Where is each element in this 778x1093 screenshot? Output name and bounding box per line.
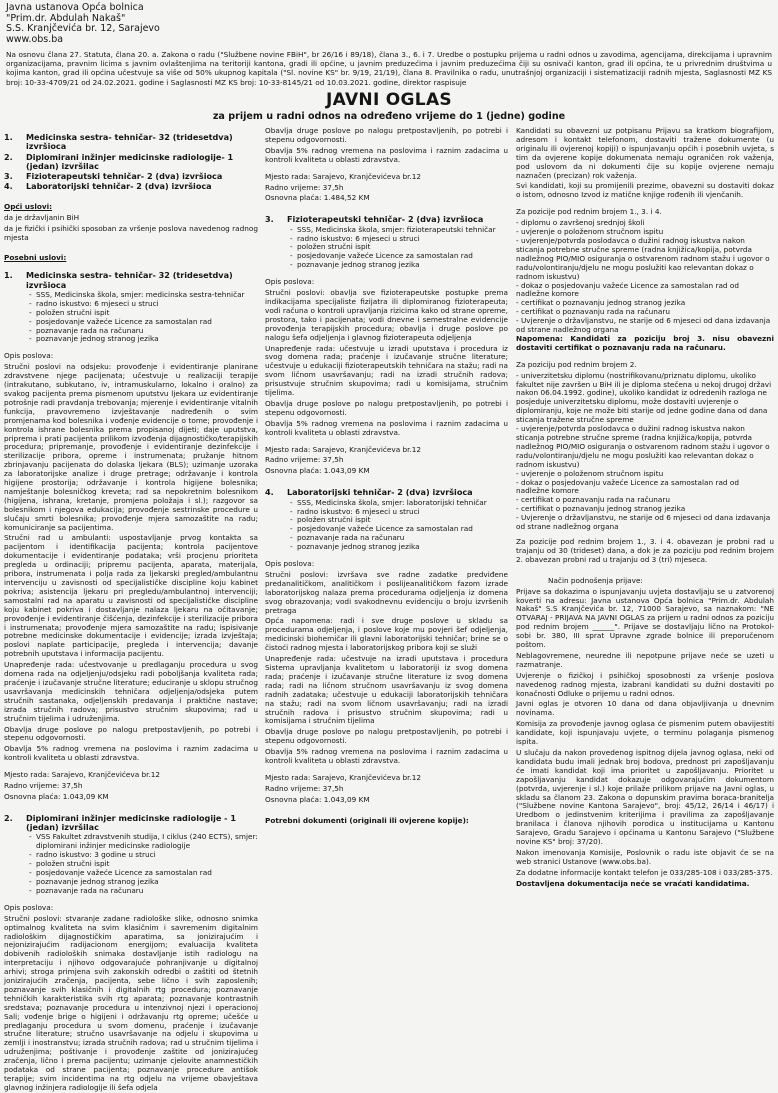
opis-label: Opis poslova: [265, 277, 315, 287]
contact-note: Za dodatne informacije kontakt telefon je 033/285-108 i 033/285-375. [516, 867, 773, 877]
general-condition: da je državljanin BiH [4, 212, 80, 222]
header-line: S.S. Kranjčevića br. 12, Sarajevo [6, 23, 160, 34]
column-1 [4, 127, 258, 1092]
position-3-place: Mjesto rada: Sarajevo, Kranjčevićeva br.12 [265, 444, 422, 454]
position-1-title: 1. Medicinska sestra- tehničar- 32 (tridesetdva) izvršioca [4, 270, 233, 290]
position-2-duties: Stručni poslovi: stvaranje zadane radiološke slike, odnosno snimka optimalnog kvaliteta na svim klasičnim i savremenim digitalnim radiološkim dijagnostičkim aparatima, sa jonizirajućim i nejonizirajućim radijacionom energijom; evaluacija kvaliteta dobivenih radioloških snimaka dostavljanje istih radiologu na interpretaciju i njihovo odgovarajuće pohranjivanje u digitalnoj arhivi; stroga primjena svih zakonskih odredbi o zaštiti od štetnih jonizirajućih zračenja, pacijenta, sebe lično i svih zaposlenih; poznavanje svih klasičnih i digitalnih rtg procedura; poznavanje tehničkih karakteristika svih rtg aparata; poznavanje kontrastnih sredstava; poznavanje procedura u intenzivnoj njezi i operacionoj Sali; vođenje brige o higijeni i održavanju rtg opreme; učešće u predlaganju procedura u svom domenu, praćenje i izučavanje stručne literature; stručno usavršavanje na odjelu i skupovima u zemlji i inostranstvu; izrada stručnih radova; rad u stručnim tijelima i udruženjima; poštivanje i provođenje zaštite od jonizirajućeg zračenja, lično i prema pacijentu; uzimanje cjelovite anamnestičkih podataka od strane pacijenta; poznavanje procedure antišok terapije; svim incidentima na rtg odjelu na vrijeme obavještava glavnog inžinjera radiologije ili šefa odjela [4, 913, 258, 1092]
position-3-other: Obavlja druge poslove po nalogu pretpostavljenih, po potrebi i stepenu odgovornosti. [265, 398, 508, 417]
priority-note: U slučaju da nakon provedenog ispitnog dijela javnog oglasa, neki od kandidata budu imali jednak broj bodova, prednost pri zapošljavanju će imati kandidat koji ima prioritet u zapošljavanju. Prioritet u zapošljavanju kandidat dokazuje odgovarajućim dokumentom (potvrda, uvjerenje i sl.) koje prilaže prilikom prijave na Javni oglas, u skladu sa članom 23. Zakona o dopunskim pravima boraca-branitelja ("Službene novine Kantona Sarajevo", broj: 45/12, 26/14 i 46/17) i Uredbom o jedinstvenim kriterijima i pravilima za zapošljavanje branilaca i članova njihovih porodica u institucijama u Kantonu Sarajevo, Gradu Sarajevo i općinama u Kantonu Sarajevo ("Službene novine KS" broj: 37/20). [516, 748, 774, 847]
opis-label: Opis poslova: [4, 351, 54, 361]
position-4-note: Opća napomena: radi i sve druge poslove u skladu sa procedurama odjeljenja, i poslove koje mu povjeri šef odjeljenja, medicinski biohemičar ili glavni laboratorijski tehničar; brine se o čistoći radnog mjesta i laboratorijskog pribora koji se služi [265, 616, 508, 653]
position-1-requirements: - SSS, Medicinska škola, smjer: medicinska sestra-tehničar - radno iskustvo: 6 mjeseci u struci - položen stručni ispit - posjedovanje važeće Licence za samostalan rad - poznavanje rada na računaru - poznavanje jednog stranog jezika [4, 291, 258, 344]
page-title: JAVNI OGLAS [326, 90, 452, 110]
fitness-note: Uvjerenje o fizičkoj i psihičkoj sposobnosti za vršenje poslova navedenog radnog mjesta, izabrani kandidati su dužni dostaviti po konačnosti Odluke o prijemu u radni odnos. [516, 670, 774, 698]
docs-position-2-heading: Za poziciju pod rednim brojem 2. [516, 359, 637, 369]
position-3-duties: Stručni poslovi: obavlja sve fizioterapeutske postupke prema indikacijama specijaliste fizijatra ili diplomiranog fizioterapeuta; vodi računa o kontroli upravljanja rizicima kako od strane opreme, prostora, tako i pacijenata; vodi dnevne i semestralne evidencije provođenja terapijskih procedura; obavlja i druge poslove po nalogu šefa odjeljenja i glavnog fizioterapeuta odjeljenja [265, 288, 508, 342]
position-list-item: 1. Medicinska sestra- tehničar- 32 (tridesetdva) izvršioca [4, 132, 233, 152]
position-4-hours: Radno vrijeme: 37,5h [265, 783, 344, 793]
position-1-hours: Radno vrijeme: 37,5h [4, 781, 83, 791]
opis-label: Opis poslova: [265, 559, 315, 569]
position-4-title: 4. Laboratorijski tehničar- 2 (dva) izvršioca [265, 487, 473, 498]
position-1-place: Mjesto rada: Sarajevo, Kranjčevićeva br.12 [4, 770, 161, 780]
position-3-salary: Osnovna plaća: 1.043,09 KM [265, 466, 370, 476]
position-3-hours: Radno vrijeme: 37,5h [265, 455, 344, 465]
position-4-duties: Stručni poslovi: izvršava sve radne zadatke predviđene predanalitičkom, analitičkom i poslijeanalitičkom fazom izrade laboratorijskog nalaza prema procedurama odjeljenja iz domena svog obrazovanja; vodi svakodnevnu evidenciju o broju izvršenih pretraga [265, 569, 508, 615]
surname-change-note: Svi kandidati, koji su promijenili prezime, obavezni su dostaviti dokaz o istom, odnosno Izvod iz matične knjige rođenih ili vjenčanih. [516, 181, 774, 200]
position-2-title: 2. Diplomirani inžinjer medicinske radiologije - 1 (jedan) izvršilac [4, 812, 236, 833]
position-4-other: Obavlja druge poslove po nalogu pretpostavljenih, po potrebi i stepenu odgovornosti. [265, 727, 508, 746]
docs-position-2-list: - univerzitetsku diplomu (nostrifikovanu/priznatu diplomu, ukoliko fakultet nije završen u BiH ili je diploma stečena u nekoj drugoj državi nakon 06.04.1992. godine), ukoliko kandidat iz odredenih razloga ne posjeduje univerzitetsku diplomu, može dostaviti uvjerenje o diplomiranju, koje ne može biti starije od jedne godine dana od dana sticanja tražene stručne spreme - uvjerenje/potvrda poslodavca o dužini radnog iskustva nakon sticanja potrebne stručne spreme (radna knjižica/kopija, potvrda nadležnog PIO/MIO osiguranja o ostvarenom radnom stažu i ugovor o radu/volontiranju/djelu ne mogu poslužiti kao relevantan dokaz o radnom iskustvu) - uvjerenje o položenom stručnom ispitu - dokaz o posjedovanju važeće Licence za samostalan rad od nadležne komore - certifikat o poznavanju rada na računaru - certifikat o poznavanju jednog stranog jezika - Uvjerenje o državljanstvu, ne starije od 6 mjeseci od dana izdavanja od strane nadležnog organa [516, 372, 774, 532]
position-4-salary: Osnovna plaća: 1.043,09 KM [265, 794, 370, 804]
docs-instructions: Kandidati su obavezni uz potpisanu Prijavu sa kratkom biografijom, adresom i kontakt telefonom, dostaviti tražene dokumente (u originalu ili ovjerenoj kopiji) o ispunjavanju općih i posebnih uvjeta, s tim da ovjerene kopije dokumenata nemaju ograničen rok važenja, pod uslovom da ni dokumenti čije su kopije ovjerene nemaju naznačen (precizan) rok važenja. [516, 126, 774, 180]
opis-label: Opis poslova: [4, 902, 54, 912]
general-conditions-heading: Opći uslovi: [4, 201, 53, 211]
required-documents-heading: Potrebni dokumenti (originali ili ovjerene kopije): [265, 815, 469, 825]
position-list-item: 3. Fizioterapeutski tehničar- 2 (dva) izvršioca [4, 171, 223, 182]
position-4-improvement: Unapređenje rada: učestvuje na izradi uputstava i procedura Sistema upravljanja kvalitetom u laboratoriji iz svog domena rada; praćenje i izučavanje stručne literature iz svog domena rada; radi na ličnom stručnom usavršavanju iz svog domena radnih zadataka; učestvuje u edukaciji laboratorijskih tehničara na stažu; radi na svom ličnom usavršavanju; radi na izradi stručnih radova i prisustvo stručnim skupovima; radi u komisijama i stručnim tijelima [265, 654, 508, 726]
special-conditions-heading: Posebni uslovi: [4, 253, 67, 263]
legal-intro: Na osnovu člana 27. Statuta, člana 20. a. Zakona o radu ("Službene novine FBiH", br 26/16 i 89/18), člana 3., 6. i 7. Uredbe o postupku prijema u radni odnos u zavodima, agencijama, direkcijama i upravnim organizacijama, pravnim licima s javnim ovlaštenjima na teritoriji kantona, gradi ili općine, u javnim preduzećima i javnim preduzećima čiji su osnivači kanton, grad ili općina, te u privrednim društvima u kojima kanton, grad ili općina učestvuje sa više od 50% ukupnog kapitala ("Sl. novine KS" br. 9/19, 21/19), člana 8. Pravilnika o radu, unutrašnjoj organizaciji i sistematizaciji radnih mjesta, Saglasnosti MZ KS broj: 10-33-4709/21 od 24.02.2021. godine i Saglasnosti MZ KS broj: 10-33-8145/21 od 10.03.2021. godine, direktor raspisuje [6, 50, 772, 87]
position-1-salary: Osnovna plaća: 1.043,09 KM [4, 791, 109, 801]
header-line: Javna ustanova Opća bolnica [6, 2, 144, 13]
general-condition: da je fizički i psihički sposoban za vršenje poslova navedenog radnog mjesta [4, 223, 258, 242]
docs-note: Napomena: Kandidati za poziciju broj 3. nisu obavezni dostaviti certifikat o poznavanju rada na računaru. [516, 333, 774, 352]
footer-note: Dostavljena dokumentacija neće se vraćati kandidatima. [516, 878, 750, 888]
position-list-item: 4. Laboratorijski tehničar- 2 (dva) izvršioca [4, 181, 212, 192]
submission-heading: Način podnošenja prijave: [548, 575, 643, 585]
docs-positions-1-3-4-heading: Za pozicije pod rednim brojem 1., 3. i 4. [516, 207, 662, 217]
position-2-other: Obavlja druge poslove po nalogu pretpostavljenih, po potrebi i stepenu odgovornosti. [265, 126, 508, 144]
position-3-requirements: - SSS, Medicinska škola, smjer: fizioterapeutski tehničar - radno iskustvo: 6 mjeseci u struci - položen stručni ispit - posjedovanje važeće Licence za samostalan rad - poznavanje jednog stranog jezika [265, 226, 508, 271]
position-2-hours: Radno vrijeme: 37,5h [265, 182, 344, 192]
position-1-quality: Obavlja 5% radnog vremena na poslovima i raznim zadacima u kontroli kvaliteta u oblasti zdravstva. [4, 744, 258, 763]
column-2 [265, 127, 508, 1020]
header-line: "Prim.dr. Abdulah Nakaš" [6, 12, 126, 24]
commission-note: Komisija za provođenje javnog oglasa će pismenim putem obavijestiti kandidate, koji ispunjavaju uvjete, o terminu polaganja pismenog ispita. [516, 719, 774, 747]
position-2-place: Mjesto rada: Sarajevo, Kranjčevićeva br.12 [265, 171, 422, 181]
position-1-improvement: Unapređenje rada: učestvovanje u predlaganju procedura u svog domena rada na odjeljenju/odsjeku radi poboljšanja kvaliteta rada; praćenje i izučavanje stručne literature; educiranje u sklopu stručnog usavršavanja medicinskih tehničara odjeljenja/odsjeka putem stručnih sastanaka, odjeljenskih predavanja i praktične nastave; izrada stručnih radova; prisustvo stručnim skupovima; rad u stručnim tijelima i udruženjima. [4, 660, 258, 723]
page-subtitle: za prijem u radni odnos na određeno vrijeme do 1 (jedne) godine [212, 111, 566, 122]
position-4-requirements: - SSS, Medicinska škola, smjer: laboratorijski tehničar - radno iskustvo: 6 mjeseci u struci - položen stručni ispit - posjedovanje važeće Licence za samostalan rad - poznavanje rada na računaru - poznavanje jednog stranog jezika [265, 499, 508, 552]
position-4-place: Mjesto rada: Sarajevo, Kranjčevićeva br.12 [265, 772, 422, 782]
position-1-ambulance: Stručni rad u ambulanti: uspostavljanje prvog kontakta sa pacijentom i identifikacija pacijenta; kontrola pacijentove dokumentacije i evidentiranje podataka; vrši procjenu prioriteta pregleda u ordinaciji; pripremu pacijenta, aparata, materijala, pribora, instrumenata i polja rada za ljekarski pregled/ambulantnu intervenciju u zavisnosti od specijalističke discipline koju kabinet pokriva; asistencija ljekaru pri pregledu/ambulantnoj intervenciji; samostalni rad na aparatu u zavisnosti od specijalističke discipline koju kabinet pokriva i dostavljanje nalaza ljekaru na očitavanje; provođenje i evidentiranje čišćenja, dezinfekcije i sterilizacije pribora i instrumenata; provođenje mjera samozaštite na radu; ispisivanje potrebne medicinske dokumentacije i evidencije; izrada izvještaja; poslovi naplate participacije, pregleda i intervencija; davanje potrebnih uputstava i informacija pacijentu. [4, 533, 258, 659]
position-3-quality: Obavlja 5% radnog vremena na poslovima i raznim zadacima u kontroli kvaliteta u oblasti zdravstva. [265, 418, 508, 437]
position-2-salary: Osnovna plaća: 1.484,52 KM [265, 193, 370, 203]
probation-note: Za pozicije pod rednim brojem 1., 3. i 4. obavezan je probni rad u trajanju od 30 (trideset) dana, a dok je za poziciju pod rednim brojem 2. obavezan probni rad u trajanju od 3 (tri) mjeseca. [516, 536, 774, 564]
submission-address: Prijave sa dokazima o ispunjavanju uvjeta dostavljaju se u zatvorenoj koverti na adresu: Javna ustanova Opća bolnica "Prim.dr. Abdulah Nakaš" S.S Kranjčevića br. 12, 71000 Sarajevo, sa naznakom: "NE OTVARAJ - PRIJAVA NA JAVNI OGLAS za prijem u radni odnos za poziciju pod rednim brojem ______". Prijave se dostavljaju lično na Protokol-sobi br. 380, III sprat Upravne zgrade bolnice ili preporučenom poštom. [516, 586, 774, 650]
position-3-improvement: Unapređenje rada: učestvuje u izradi uputstava i procedura iz svog domena rada; praćenje i izučavanje stručne literature; učestvuje u edukaciji fizioterapeutskih tehničara na stažu; radi na svom ličnom usavršavanju; radi na izradi stručnih radova; prisustvuje stručnim skupovima; radi u komisijama, stručnim tijelima. [265, 343, 508, 398]
position-2-requirements: - VSS Fakultet zdravstvenih studija, I ciklus (240 ECTS), smjer: diplomirani inžinjer medicinske radiologije - radno iskustvo: 3 godine u struci - položen stručni ispit - posjedovanje važeće Licence za samostalan rad - poznavanje jednog stranog jezika - poznavanje rada na računaru [4, 833, 258, 895]
position-1-duties: Stručni poslovi na odsjeku: provođenje i evidentiranje planirane zdravstvene njege pacijenata; učestvuje u realizaciji terapije (intrakutano, subkutano, iv, intramuskularno, lokalno i oralno) za svakog pacijenta prema pismenom uputstvu ljekara uz evidentiranje potrošnje radi pravdanja trebovanja; mjerenje i evidentiranje vitalnih funkcija, pravovremeno izvještavanje nadređenih o svim promjenama kod bolesnika i vođenje evidencije o tome; provođenje i kontrola ishrane bolesnika prema propisanoj dijeti; daje uputstva, priprema i prati pacijenta prilikom izvođenja dijagnostičko/terapijskih procedura; pripremanje, provođenje i evidentiranje dezinfekcije i sterilizacije pribora, opreme i instrumenata; pružanje hitnom zbrinjavanju pacijenata do dolaska ljekara (BLS); uzimanje uzoraka za laboratorijske analize i druge pretrage; održavanje i kontrola higijene prostorija; održavanje i kontrola higijene bolesnika; namještanje bolesničkog kreveta; rad sa nepokretnim bolesnikom (higijena, ishrana, kretanje, promjena položaja i sl.); razgovor sa bolesnikom i njegova edukacija; provođenje sestrinske procedure u slučaju smrti bolesnika; provođenje mjera samozaštite na radu; komuniciranje sa pacijentima. [4, 362, 258, 532]
institution-header [6, 3, 246, 45]
incomplete-note: Neblagovremene, neuredne ili nepotpune prijave neće se uzeti u razmatranje. [516, 650, 774, 669]
docs-positions-1-3-4-list: - diplomu o završenoj srednjoj školi - uvjerenje o položenom stručnom ispitu - uvjerenje/potvrda poslodavca o dužini radnog iskustva nakon sticanja potrebne stručne spreme (radna knjižica/kopija, potvrda nadležnog PIO/MIO osiguranja o ostvarenom radnom stažu i ugovor o radu/volontiranju/djelu ne mogu poslužiti kao relevantan dokaz o radnom iskustvu) - dokaz o posjedovanju važeće Licence za samostalan rad od nadležne komore - certifikat o poznavanju jednog stranog jezika - certifikat o poznavanju rada na računaru - Uvjerenje o državljanstvu, ne starije od 6 mjeseci od dana izdavanja od strane nadležnog organa [516, 219, 774, 335]
column-3 [516, 127, 774, 1020]
position-1-other: Obavlja druge poslove po nalogu pretpostavljenih, po potrebi i stepenu odgovornosti. [4, 724, 258, 743]
header-line: www.obs.ba [6, 33, 64, 45]
open-period-note: Javni oglas je otvoren 10 dana od dana objavljivanja u dnevnim novinama. [516, 699, 774, 718]
position-3-title: 3. Fizioterapeutski tehničar- 2 (dva) izvršioca [265, 214, 484, 225]
position-2-quality: Obavlja 5% radnog vremena na poslovima i raznim zadacima u kontroli kvaliteta u oblasti zdravstva. [265, 145, 508, 164]
position-list-item: 2. Diplomirani inžinjer medicinske radiologije- 1 (jedan) izvršilac [4, 151, 234, 171]
rules-note: Nakon imenovanja Komisije, Poslovnik o radu iste objavit će se na web stranici Ustanove (www.obs.ba). [516, 847, 774, 866]
position-4-quality: Obavlja 5% radnog vremena na poslovima i raznim zadacima u kontroli kvaliteta u oblasti zdravstva. [265, 747, 508, 766]
